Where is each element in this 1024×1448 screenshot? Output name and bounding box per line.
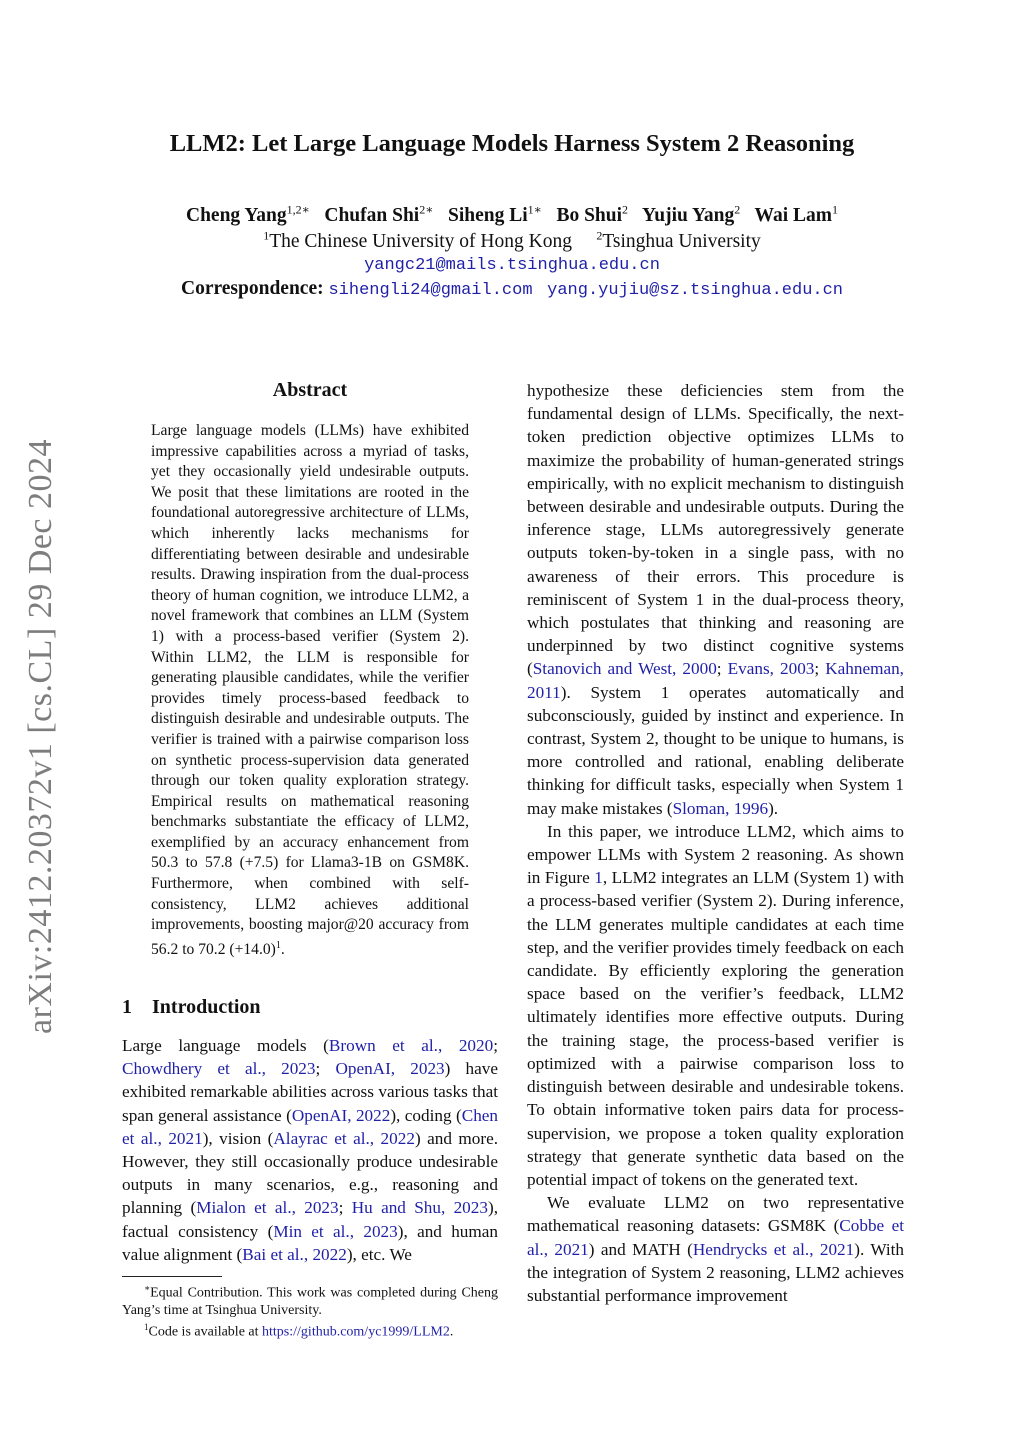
citation-link[interactable]: Min et al., 2023: [273, 1221, 398, 1241]
author: Wai Lam$^1$: [754, 202, 839, 226]
correspondence: [0, 278, 1024, 300]
section-heading-introduction: 1 Introduction: [122, 996, 261, 1018]
citation-link[interactable]: Chen et al., 2021: [122, 1105, 499, 1148]
introduction-paragraph: [122, 1034, 498, 1266]
citation-link[interactable]: Kahneman, 2011: [527, 659, 904, 702]
text-run: ), vision (: [202, 1128, 274, 1148]
citation-link[interactable]: Alayrac et al., 2022: [273, 1128, 415, 1148]
text-run: ;: [493, 1036, 498, 1055]
footnote-code: $^1$Code is available at https://github.com/yc1999/LLM2.: [144, 1322, 454, 1341]
author: Yujiu Yang$^2$: [641, 202, 741, 226]
author-email-row: [0, 254, 1024, 275]
affiliations: [0, 228, 1024, 253]
right-column: [527, 379, 904, 1307]
text-run: ) and MATH (: [588, 1239, 693, 1259]
correspondence-email-link[interactable]: sihengli24@gmail.com: [328, 281, 533, 300]
text-run: ) and more. However, they still occasionally produce undesirable outputs in many scenarios, e.g., reasoning and planning (: [122, 1128, 499, 1218]
arxiv-stamp: arXiv:2412.20372v1 [cs.CL] 29 Dec 2024: [22, 438, 59, 1034]
text-run: ). System 1 operates automatically and subconsciously, guided by instinct and experience. In contrast, System 2, thought to be unique to humans, is more controlled and rational, enabling deliberate thinking for difficult tasks, especially when System 1 may make mistakes (: [527, 682, 904, 818]
text-run: ), factual consistency (: [122, 1198, 498, 1241]
footnote-ref[interactable]: 1: [275, 939, 281, 951]
text-run: ), and human value alignment (: [122, 1221, 498, 1264]
citation-link[interactable]: Stanovich and West, 2000: [532, 659, 717, 679]
citation-link[interactable]: Chowdhery et al., 2023: [122, 1059, 316, 1079]
author: Bo Shui$^2$: [556, 202, 629, 226]
text-run: ), coding (: [390, 1105, 462, 1125]
citation-link[interactable]: 1: [594, 868, 603, 888]
author-email-link[interactable]: yangc21@mails.tsinghua.edu.cn: [364, 256, 660, 275]
body-paragraph: [527, 379, 904, 820]
text-run: We evaluate LLM2 on two representative mathematical reasoning datasets: GSM8K (: [527, 1193, 904, 1236]
author: Cheng Yang$^{1,2∗}$: [185, 202, 310, 226]
text-run: ).: [768, 798, 779, 818]
code-link[interactable]: https://github.com/yc1999/LLM2: [262, 1325, 450, 1341]
correspondence-email-link[interactable]: yang.yujiu@sz.tsinghua.edu.cn: [547, 281, 844, 300]
citation-link[interactable]: Hendrycks et al., 2021: [692, 1239, 855, 1259]
citation-link[interactable]: Sloman, 1996: [672, 798, 769, 818]
text-run: In this paper, we introduce LLM2, which aims to empower LLMs with System 2 reasoning. As shown in Figure: [527, 821, 904, 888]
citation-link[interactable]: Hu and Shu, 2023: [351, 1198, 488, 1218]
citation-link[interactable]: Brown et al., 2020: [328, 1036, 494, 1055]
affiliation: $^1$The Chinese University of Hong Kong: [263, 228, 572, 252]
citation-link[interactable]: Evans, 2003: [727, 659, 815, 679]
affiliation: $^2$Tsinghua University: [596, 228, 761, 252]
text-run: Large language models (: [122, 1036, 329, 1055]
abstract-heading: Abstract: [272, 379, 348, 401]
citation-link[interactable]: Cobbe et al., 2021: [527, 1216, 905, 1259]
text-run: ). With the integration of System 2 reasoning, LLM2 achieves substantial performance improvement: [527, 1239, 905, 1305]
text-run: ), etc. We: [346, 1244, 412, 1264]
text-run: ;: [814, 659, 826, 679]
footnote-equal-contribution: ∗Equal Contribution. This work was completed during Cheng Yang’s time at Tsinghua University.: [122, 1283, 498, 1319]
body-paragraph: [527, 820, 904, 1191]
abstract-body: Large language models (LLMs) have exhibited impressive capabilities across a myriad of tasks, yet they occasionally yield undesirable outputs. We posit that these limitations are rooted in the foundational autoregressive architecture of LLMs, which inherently lacks mechanisms for differentiating between desirable and undesirable results. Drawing inspiration from the dual-process theory of human cognition, we introduce LLM2, a novel framework that combines an LLM (System 1) with a process-based verifier (System 2). Within LLM2, the LLM is responsible for generating plausible candidates, while the verifier provides timely process-based feedback to distinguish desirable and undesirable outputs. The verifier is trained with a pairwise comparison loss on synthetic process-supervision data generated through our token quality exploration strategy. Empirical results on mathematical reasoning benchmarks substantiate the efficacy of LLM2, exemplified by an accuracy enhancement from 50.3 to 57.8 (+7.5) for Llama3-1B on GSM8K. Furthermore, when combined with self-consistency, LLM2 achieves additional improvements, boosting major@20 accuracy from 56.2 to 70.2 $(+14.0)^1$.: [151, 422, 469, 959]
author-list: [0, 202, 1024, 227]
citation-link[interactable]: Bai et al., 2022: [242, 1244, 347, 1264]
text-run: ;: [315, 1059, 336, 1079]
author: Siheng $Li^{1∗}$: [448, 202, 542, 226]
footnotes: [122, 1280, 498, 1342]
text-run: ;: [716, 659, 728, 679]
text-run: , LLM2 integrates an LLM (System 1) with a process-based verifier (System 2). During inference, the LLM generates multiple candidates at each time step, and the verifier provides timely feedback on each candidate. By efficiently exploring the generation space based on the verifier’s feedback, LLM2 ultimately identifies more effective outputs. During the training stage, the process-based verifier is optimized with a pairwise comparison loss to distinguish between desirable and undesirable tokens. To obtain informative token pairs data for process-supervision, we propose a token quality exploration strategy that generate synthetic data based on the potential impact of tokens on the generated text.: [527, 868, 904, 1189]
citation-link[interactable]: OpenAI, 2023: [335, 1059, 445, 1079]
citation-link[interactable]: Mialon et al., 2023: [196, 1198, 339, 1218]
text-run: ;: [338, 1198, 352, 1218]
text-run: hypothesize these deficiencies stem from the fundamental design of LLMs. Specifically, the next-token prediction objective optimizes LLMs to maximize the probability of human-generated strings empirically, with no explicit mechanism to distinguish between desirable and undesirable outputs. During the inference stage, LLMs autoregressively generate outputs token-by-token in a single pass, with no awareness of their errors. This procedure is reminiscent of System 1 in the dual-process theory, which postulates that thinking and reasoning are underpinned by two distinct cognitive systems (: [527, 381, 904, 679]
body-paragraph: [527, 1191, 904, 1307]
correspondence-label: Correspondence:: [180, 278, 324, 299]
paper-title: LLM2: Let Large Language Models Harness System 2 Reasoning: [169, 130, 855, 157]
footnote-rule: [122, 1276, 222, 1277]
citation-link[interactable]: OpenAI, 2022: [291, 1105, 391, 1125]
text-run: ) have exhibited remarkable abilities across various tasks that span general assistance (: [122, 1059, 498, 1125]
author: Chufan Shi$^{2∗}$: [324, 202, 434, 226]
